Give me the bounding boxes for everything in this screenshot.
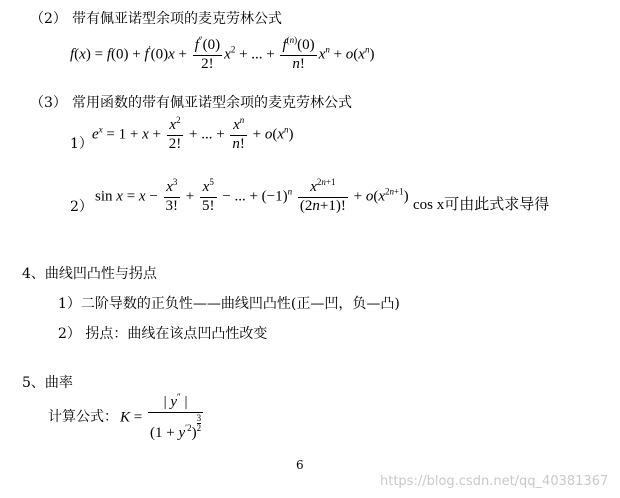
section-4-item-2: 2） 拐点：曲线在该点凹凸性改变 [58,326,268,342]
curvature-formula: K = | y″ | $(1 + y^{'2})$ $^{\frac{3}{2}}$ [120,392,202,441]
section-5-title: 5、曲率 [22,375,73,391]
section-3-title: 常用函数的带有佩亚诺型余项的麦克劳林公式 [72,95,352,111]
section-2-title: 带有佩亚诺型余项的麦克劳林公式 [72,11,282,27]
watermark-url: https://blog.csdn.net/qq_40381367 [380,474,609,489]
item-1-label: 1） [70,136,93,152]
maclaurin-formula: f(x) = f(0) + f′(0)x + $\frac{f''(0)}{2!}$ $x^2$ + ... + $\frac{f^{(n)}(0)}{n!}$ $x^n + o(x^n)$ [70,35,375,72]
page-number: 6 [296,458,304,472]
section-2-number: （2） [30,11,67,27]
cos-derivation-note: cos x可由此式求导得 [413,197,550,213]
section-3-number: （3） [30,95,67,111]
section-4-title: 4、曲线凹凸性与拐点 [22,266,157,282]
curvature-formula-label: 计算公式： [48,409,118,425]
section-4-item-1: 1）二阶导数的正负性——曲线凹凸性(正—凹，负—凸) [58,296,400,312]
sin-expansion-formula: sin x = x − $\frac{x^3}{3!}$ + $\frac{x^5}{5!}$ − ... + $(-1)^n$ $\frac{x^{2n+1}}{(2n+1)!}$ + $o(x^{2n+1})$ [95,177,409,214]
item-2-label: 2） [70,199,93,215]
exp-expansion-formula: $e^x = 1 + x$ + $\frac{x^2}{2!}$ + ... + $\frac{x^n}{n!}$ + $o(x^n)$ [92,115,294,152]
